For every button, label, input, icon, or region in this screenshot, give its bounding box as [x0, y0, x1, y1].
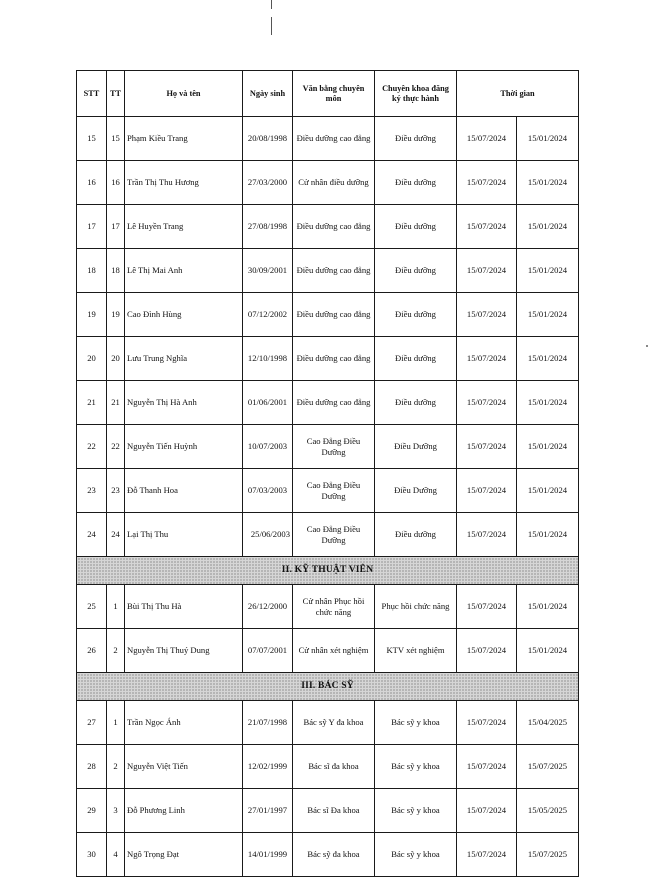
- cell-name: Đỗ Phương Linh: [125, 789, 243, 833]
- cell-tt: 24: [107, 513, 125, 557]
- cell-end-date: 15/04/2025: [517, 701, 579, 745]
- cell-name: Nguyễn Việt Tiến: [125, 745, 243, 789]
- cell-degree: Điều dưỡng cao đẳng: [293, 249, 375, 293]
- cell-dob: 14/01/1999: [243, 833, 293, 877]
- cell-start-date: 15/07/2024: [457, 425, 517, 469]
- cell-name: Trần Ngọc Ánh: [125, 701, 243, 745]
- cell-tt: 15: [107, 117, 125, 161]
- cell-name: Cao Đình Hùng: [125, 293, 243, 337]
- cell-start-date: 15/07/2024: [457, 117, 517, 161]
- cell-specialty: Điều dưỡng: [375, 337, 457, 381]
- doctor-rows: [77, 701, 579, 877]
- cell-degree: Cử nhân xét nghiệm: [293, 629, 375, 673]
- table-row: [77, 161, 579, 205]
- cell-name: Phạm Kiều Trang: [125, 117, 243, 161]
- cell-start-date: 15/07/2024: [457, 337, 517, 381]
- cell-stt: 26: [77, 629, 107, 673]
- table-row: [77, 293, 579, 337]
- cell-end-date: 15/01/2024: [517, 117, 579, 161]
- cell-name: Nguyễn Thị Hà Anh: [125, 381, 243, 425]
- cell-end-date: 15/01/2024: [517, 381, 579, 425]
- cell-stt: 29: [77, 789, 107, 833]
- cell-specialty: Điều dưỡng: [375, 161, 457, 205]
- cell-start-date: 15/07/2024: [457, 249, 517, 293]
- cell-dob: 20/08/1998: [243, 117, 293, 161]
- cell-start-date: 15/07/2024: [457, 381, 517, 425]
- cell-tt: 20: [107, 337, 125, 381]
- cell-end-date: 15/07/2025: [517, 833, 579, 877]
- cell-dob: 01/06/2001: [243, 381, 293, 425]
- cell-dob: 07/12/2002: [243, 293, 293, 337]
- header-tt: TT: [107, 71, 125, 117]
- cell-specialty: Bác sỹ y khoa: [375, 745, 457, 789]
- cell-end-date: 15/01/2024: [517, 205, 579, 249]
- table-row: [77, 745, 579, 789]
- section-title-technicians: II. KỸ THUẬT VIÊN: [77, 557, 579, 585]
- cell-specialty: Bác sỹ y khoa: [375, 701, 457, 745]
- cell-start-date: 15/07/2024: [457, 293, 517, 337]
- cell-name: Lại Thị Thu: [125, 513, 243, 557]
- cell-end-date: 15/01/2024: [517, 249, 579, 293]
- header-dob: Ngày sinh: [243, 71, 293, 117]
- cell-degree: Bác sỹ Y đa khoa: [293, 701, 375, 745]
- cell-specialty: Điều dưỡng: [375, 249, 457, 293]
- cell-dob: 12/02/1999: [243, 745, 293, 789]
- crop-tick-mark: [271, 0, 272, 9]
- cell-tt: 2: [107, 629, 125, 673]
- cell-stt: 30: [77, 833, 107, 877]
- cell-end-date: 15/01/2024: [517, 469, 579, 513]
- table-header-row: [77, 71, 579, 117]
- cell-end-date: 15/01/2024: [517, 161, 579, 205]
- cell-dob: 26/12/2000: [243, 585, 293, 629]
- cell-start-date: 15/07/2024: [457, 205, 517, 249]
- cell-tt: 18: [107, 249, 125, 293]
- cell-specialty: Điều dưỡng: [375, 205, 457, 249]
- cell-degree: Điều dưỡng cao đẳng: [293, 117, 375, 161]
- cell-dob: 07/03/2003: [243, 469, 293, 513]
- cell-specialty: Điều dưỡng: [375, 513, 457, 557]
- header-period: Thời gian: [457, 71, 579, 117]
- cell-stt: 25: [77, 585, 107, 629]
- cell-degree: Điều dưỡng cao đẳng: [293, 293, 375, 337]
- table-row: [77, 381, 579, 425]
- cell-name: Trần Thị Thu Hương: [125, 161, 243, 205]
- table-row: [77, 249, 579, 293]
- cell-specialty: Bác sỹ y khoa: [375, 789, 457, 833]
- cell-stt: 20: [77, 337, 107, 381]
- header-degree: Văn bằng chuyên môn: [293, 71, 375, 117]
- cell-degree: Điều dưỡng cao đẳng: [293, 337, 375, 381]
- table-row: [77, 513, 579, 557]
- cell-stt: 15: [77, 117, 107, 161]
- nurse-rows: [77, 117, 579, 557]
- header-stt: STT: [77, 71, 107, 117]
- cell-name: Lê Thị Mai Anh: [125, 249, 243, 293]
- cell-name: Ngô Trọng Đạt: [125, 833, 243, 877]
- cell-stt: 18: [77, 249, 107, 293]
- cell-start-date: 15/07/2024: [457, 789, 517, 833]
- cell-dob: 27/03/2000: [243, 161, 293, 205]
- scan-dot: [646, 345, 648, 347]
- cell-dob: 10/07/2003: [243, 425, 293, 469]
- cell-tt: 16: [107, 161, 125, 205]
- cell-start-date: 15/07/2024: [457, 513, 517, 557]
- cell-degree: Cao Đẳng Điều Dưỡng: [293, 469, 375, 513]
- section-doctors: [77, 673, 579, 701]
- cell-stt: 24: [77, 513, 107, 557]
- cell-stt: 27: [77, 701, 107, 745]
- cell-degree: Cao Đẳng Điều Dưỡng: [293, 425, 375, 469]
- cell-start-date: 15/07/2024: [457, 629, 517, 673]
- table-row: [77, 789, 579, 833]
- cell-end-date: 15/01/2024: [517, 629, 579, 673]
- cell-degree: Bác sĩ đa khoa: [293, 745, 375, 789]
- cell-specialty: Điều dưỡng: [375, 117, 457, 161]
- cell-degree: Điều dưỡng cao đẳng: [293, 205, 375, 249]
- cell-name: Bùi Thị Thu Hà: [125, 585, 243, 629]
- cell-degree: Điều dưỡng cao đẳng: [293, 381, 375, 425]
- cell-name: Đỗ Thanh Hoa: [125, 469, 243, 513]
- cell-tt: 19: [107, 293, 125, 337]
- cell-stt: 22: [77, 425, 107, 469]
- technician-rows: [77, 585, 579, 673]
- cell-name: Lê Huyền Trang: [125, 205, 243, 249]
- cell-degree: Cử nhân điều dưỡng: [293, 161, 375, 205]
- cell-start-date: 15/07/2024: [457, 469, 517, 513]
- cell-stt: 23: [77, 469, 107, 513]
- staff-table: [76, 70, 579, 877]
- cell-specialty: Điều dưỡng: [375, 293, 457, 337]
- cell-specialty: Điều Dưỡng: [375, 425, 457, 469]
- cell-end-date: 15/01/2024: [517, 513, 579, 557]
- section-title-doctors: III. BÁC SỸ: [77, 673, 579, 701]
- cell-name: Nguyễn Thị Thuý Dung: [125, 629, 243, 673]
- cell-start-date: 15/07/2024: [457, 585, 517, 629]
- cell-stt: 19: [77, 293, 107, 337]
- cell-tt: 17: [107, 205, 125, 249]
- cell-end-date: 15/01/2024: [517, 425, 579, 469]
- table-row: [77, 701, 579, 745]
- table-row: [77, 833, 579, 877]
- cell-stt: 16: [77, 161, 107, 205]
- table-row: [77, 585, 579, 629]
- cell-dob: 12/10/1998: [243, 337, 293, 381]
- cell-tt: 21: [107, 381, 125, 425]
- table-row: [77, 629, 579, 673]
- cell-specialty: Điều dưỡng: [375, 381, 457, 425]
- header-specialty: Chuyên khoa đăng ký thực hành: [375, 71, 457, 117]
- cell-tt: 1: [107, 701, 125, 745]
- cell-stt: 28: [77, 745, 107, 789]
- table-row: [77, 205, 579, 249]
- cell-dob: 27/08/1998: [243, 205, 293, 249]
- cell-tt: 4: [107, 833, 125, 877]
- cell-end-date: 15/01/2024: [517, 293, 579, 337]
- cell-tt: 3: [107, 789, 125, 833]
- cell-degree: Bác sĩ Đa khoa: [293, 789, 375, 833]
- cell-stt: 21: [77, 381, 107, 425]
- cell-end-date: 15/05/2025: [517, 789, 579, 833]
- cell-stt: 17: [77, 205, 107, 249]
- cell-tt: 23: [107, 469, 125, 513]
- cell-dob: 25/06/2003: [243, 513, 293, 557]
- cell-end-date: 15/01/2024: [517, 337, 579, 381]
- cell-name: Lưu Trung Nghĩa: [125, 337, 243, 381]
- cell-end-date: 15/07/2025: [517, 745, 579, 789]
- cell-dob: 07/07/2001: [243, 629, 293, 673]
- cell-tt: 2: [107, 745, 125, 789]
- cell-specialty: Phục hồi chức năng: [375, 585, 457, 629]
- cell-tt: 22: [107, 425, 125, 469]
- table-row: [77, 425, 579, 469]
- cell-name: Nguyễn Tiến Huỳnh: [125, 425, 243, 469]
- cell-start-date: 15/07/2024: [457, 701, 517, 745]
- cell-degree: Bác sỹ đa khoa: [293, 833, 375, 877]
- section-technicians: [77, 557, 579, 585]
- table-row: [77, 117, 579, 161]
- cell-start-date: 15/07/2024: [457, 161, 517, 205]
- cell-dob: 30/09/2001: [243, 249, 293, 293]
- cell-dob: 27/01/1997: [243, 789, 293, 833]
- cell-specialty: KTV xét nghiệm: [375, 629, 457, 673]
- cell-tt: 1: [107, 585, 125, 629]
- cell-degree: Cao Đẳng Điều Dưỡng: [293, 513, 375, 557]
- header-name: Họ và tên: [125, 71, 243, 117]
- crop-tick-mark: [271, 17, 272, 35]
- cell-degree: Cử nhân Phục hồi chức năng: [293, 585, 375, 629]
- cell-start-date: 15/07/2024: [457, 745, 517, 789]
- cell-start-date: 15/07/2024: [457, 833, 517, 877]
- table-row: [77, 337, 579, 381]
- table-row: [77, 469, 579, 513]
- cell-dob: 21/07/1998: [243, 701, 293, 745]
- cell-specialty: Điều Dưỡng: [375, 469, 457, 513]
- cell-end-date: 15/01/2024: [517, 585, 579, 629]
- cell-specialty: Bác sỹ y khoa: [375, 833, 457, 877]
